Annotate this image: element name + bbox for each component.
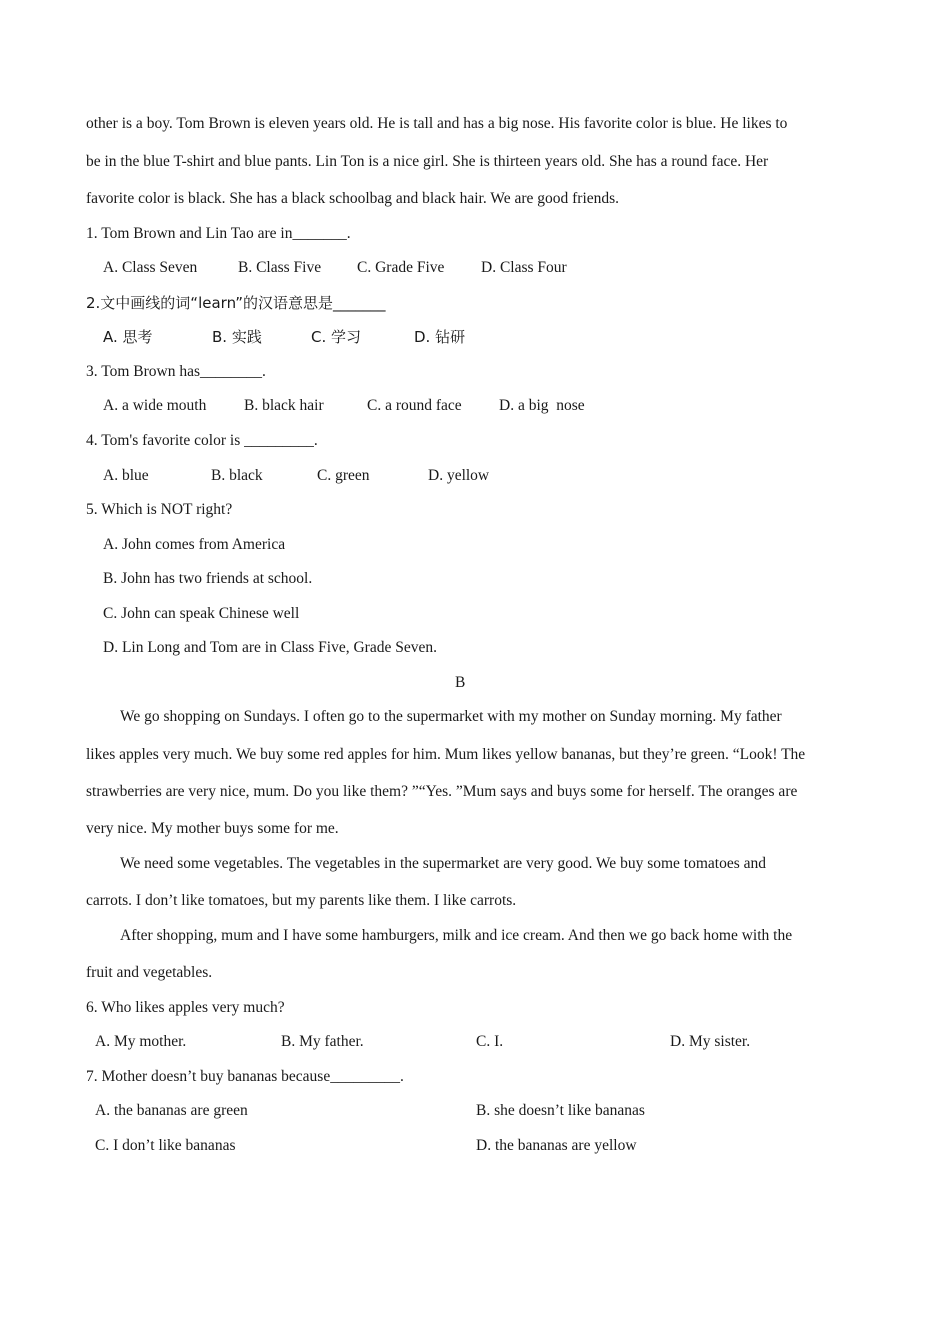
question-stem: 2.文中画线的词“learn”的汉语意思是_______ (86, 294, 386, 312)
question-stem: 7. Mother doesn’t buy bananas because_________. (86, 1068, 404, 1085)
option-a: A. blue (103, 467, 149, 484)
option-b: B. John has two friends at school. (103, 570, 313, 587)
option-a: A. a wide mouth (103, 397, 207, 414)
option-d: D. 钻研 (414, 328, 466, 346)
question-stem: 4. Tom's favorite color is _________. (86, 432, 318, 449)
passage-line: We go shopping on Sundays. I often go to the supermarket with my mother on Sunday morning. My father (120, 708, 782, 725)
option-c: C. green (317, 467, 370, 484)
passage-line: other is a boy. Tom Brown is eleven years old. He is tall and has a big nose. His favorite color is blue. He likes to (86, 115, 788, 132)
passage-line: After shopping, mum and I have some hamburgers, milk and ice cream. And then we go back home with the (120, 927, 793, 944)
question-stem: 6. Who likes apples very much? (86, 999, 285, 1016)
option-b: B. black hair (244, 397, 324, 414)
passage-line: favorite color is black. She has a black schoolbag and black hair. We are good friends. (86, 190, 620, 207)
option-a: A. John comes from America (103, 536, 286, 553)
option-b: B. black (211, 467, 263, 484)
option-b: B. Class Five (238, 259, 322, 276)
question-stem: 1. Tom Brown and Lin Tao are in_______. (86, 225, 351, 242)
option-c: C. I. (476, 1033, 504, 1050)
option-c: C. a round face (367, 397, 462, 414)
question-stem: 3. Tom Brown has________. (86, 363, 266, 380)
option-a: A. Class Seven (103, 259, 198, 276)
question-stem: 5. Which is NOT right? (86, 501, 233, 518)
passage-line: We need some vegetables. The vegetables in the supermarket are very good. We buy some tomatoes and (120, 855, 766, 872)
section-heading: B (455, 674, 466, 691)
option-a: A. My mother. (95, 1033, 187, 1050)
option-c: C. John can speak Chinese well (103, 605, 300, 622)
passage-line: be in the blue T-shirt and blue pants. Lin Ton is a nice girl. She is thirteen years old. She has a round face. Her (86, 153, 769, 170)
passage-line: carrots. I don’t like tomatoes, but my parents like them. I like carrots. (86, 892, 517, 909)
option-d: D. the bananas are yellow (476, 1137, 637, 1154)
passage-line: very nice. My mother buys some for me. (86, 820, 339, 837)
option-b: B. she doesn’t like bananas (476, 1102, 645, 1119)
option-d: D. My sister. (670, 1033, 751, 1050)
option-d: D. Lin Long and Tom are in Class Five, Grade Seven. (103, 639, 437, 656)
option-a: A. the bananas are green (95, 1102, 248, 1119)
passage-line: fruit and vegetables. (86, 964, 213, 981)
option-a: A. 思考 (103, 328, 153, 346)
passage-line: strawberries are very nice, mum. Do you like them? ”“Yes. ”Mum says and buys some for herself. The oranges are (86, 783, 798, 800)
option-c: C. Grade Five (357, 259, 445, 276)
option-c: C. 学习 (311, 328, 362, 346)
option-b: B. My father. (281, 1033, 364, 1050)
option-c: C. I don’t like bananas (95, 1137, 236, 1154)
option-d: D. yellow (428, 467, 490, 484)
option-b: B. 实践 (212, 328, 262, 346)
passage-line: likes apples very much. We buy some red apples for him. Mum likes yellow bananas, but they’re green. “Look! The (86, 746, 806, 763)
option-d: D. Class Four (481, 259, 567, 276)
option-d: D. a big nose (499, 397, 585, 414)
